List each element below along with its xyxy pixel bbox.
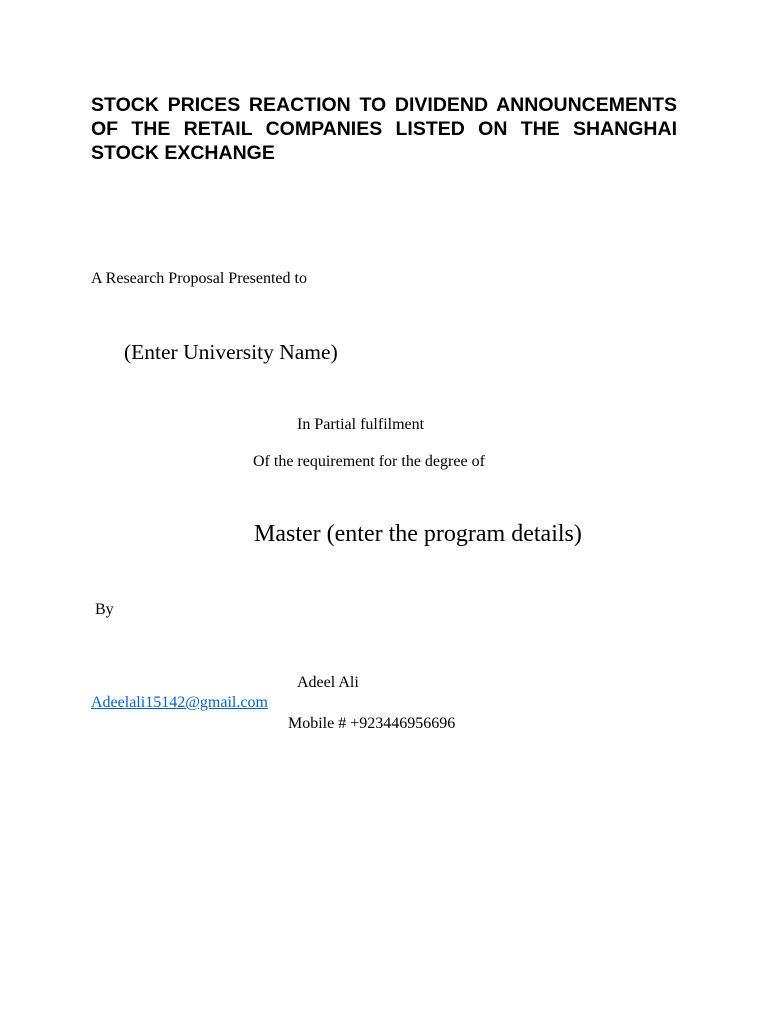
program-details: Master (enter the program details) xyxy=(254,521,582,547)
university-name: (Enter University Name) xyxy=(124,340,338,364)
email-link[interactable]: Adeelali15142@gmail.com xyxy=(91,694,268,711)
partial-fulfilment-text: In Partial fulfilment xyxy=(297,416,425,433)
document-title: STOCK PRICES REACTION TO DIVIDEND ANNOUNCEMENTS OF THE RETAIL COMPANIES LISTED ON THE SHANGHAI STOCK EXCHANGE xyxy=(91,94,677,164)
degree-requirement-text: Of the requirement for the degree of xyxy=(253,453,485,470)
by-label: By xyxy=(95,601,114,618)
presented-to-text: A Research Proposal Presented to xyxy=(91,270,307,287)
mobile-number: Mobile # +923446956696 xyxy=(288,715,456,732)
author-name: Adeel Ali xyxy=(297,674,359,691)
